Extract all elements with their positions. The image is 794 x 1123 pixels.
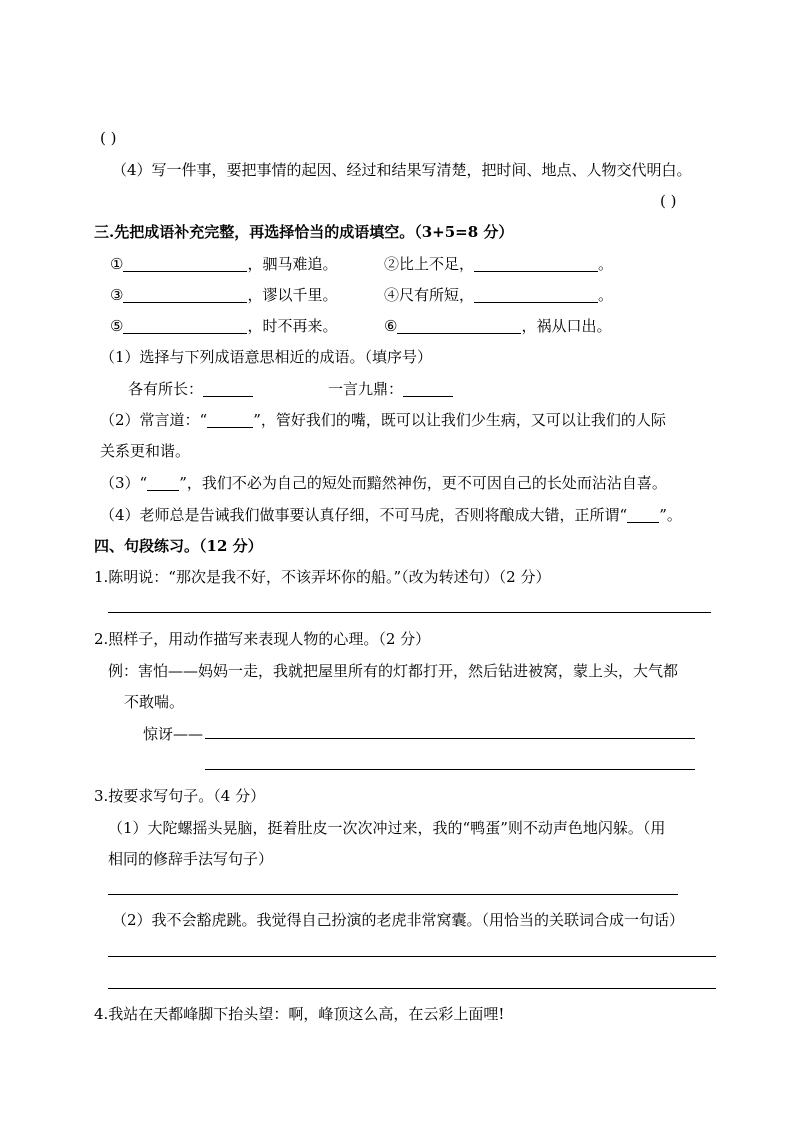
idiom-row-1	[110, 254, 337, 274]
idiom-row-2	[384, 254, 613, 274]
q4-text-b: ”。	[659, 506, 682, 524]
idiom-text: ，谬以千里。	[247, 286, 338, 304]
idiom-blank[interactable]	[123, 256, 247, 272]
judgment-item-4: （4）写一件事，要把事情的起因、经过和结果写清楚，把时间、地点、人物交代明白。	[112, 161, 692, 179]
q2-text-b: ”，管好我们的嘴，既可以让我们少生病，又可以让我们的人际	[253, 411, 666, 429]
section-3-q1: （1）选择与下列成语意思相近的成语。（填序号）	[100, 348, 433, 366]
q3-sub2: （2）我不会豁虎跳。我觉得自己扮演的老虎非常窝囊。（用恰当的关联词合成一句话）	[112, 911, 685, 929]
q1-option-b	[328, 379, 453, 399]
section-4-heading: 四、句段练习。（12 分）	[94, 537, 263, 555]
q1-label-a: 各有所长：	[128, 380, 204, 398]
section-3-q3	[100, 473, 667, 493]
idiom-text: 。	[598, 255, 614, 273]
idiom-blank[interactable]	[474, 256, 598, 272]
answer-blank[interactable]	[627, 507, 659, 523]
idiom-blank[interactable]	[474, 287, 598, 303]
answer-blank[interactable]	[203, 381, 253, 397]
q1-label-b: 一言九鼎：	[328, 380, 404, 398]
idiom-blank[interactable]	[123, 287, 247, 303]
section-4-q1: 1.陈明说：“那次是我不好，不该弄坏你的船。”（改为转述句）（2 分）	[94, 568, 551, 586]
answer-line[interactable]	[108, 612, 711, 613]
idiom-text: ，时不再来。	[247, 317, 338, 335]
example-line-2: 不敢喘。	[124, 693, 185, 711]
q3-sub1-line2: 相同的修辞手法写句子）	[108, 850, 274, 868]
idiom-prefix: ④尺有所短，	[384, 286, 475, 304]
answer-blank[interactable]	[207, 412, 253, 428]
q4-text-a: （4）老师总是告诫我们做事要认真仔细，不可马虎，否则将酿成大错，正所谓“	[100, 506, 628, 524]
idiom-blank[interactable]	[397, 318, 521, 334]
surprise-prompt: 惊讶——	[143, 725, 204, 743]
q3-text-a: （3）“	[100, 474, 148, 492]
answer-blank[interactable]	[147, 475, 179, 491]
q3-sub1-line1: （1）大陀螺摇头晃脑，挺着肚皮一次次冲过来，我的“鸭蛋”则不动声色地闪躲。（用	[108, 819, 666, 837]
idiom-number: ⑤	[110, 317, 124, 335]
section-4-q2: 2.照样子，用动作描写来表现人物的心理。（2 分）	[94, 630, 431, 648]
section-3-q4	[100, 505, 682, 525]
idiom-number: ①	[110, 255, 124, 273]
answer-paren[interactable]: ( )	[660, 192, 677, 210]
idiom-row-3	[110, 285, 337, 305]
answer-line[interactable]	[205, 769, 695, 770]
idiom-row-6	[384, 316, 611, 336]
example-line-1: 例：害怕——妈妈一走，我就把屋里所有的灯都打开，然后钻进被窝，蒙上头，大气都	[108, 662, 679, 680]
q1-option-a	[128, 379, 253, 399]
q3-text-b: ”，我们不必为自己的短处而黯然神伤，更不可因自己的长处而沾沾自喜。	[179, 474, 667, 492]
idiom-row-5	[110, 316, 337, 336]
idiom-text: 。	[598, 286, 614, 304]
answer-blank[interactable]	[403, 381, 453, 397]
section-3-heading: 三.先把成语补充完整，再选择恰当的成语填空。（3+5=8 分）	[94, 223, 514, 241]
idiom-prefix: ②比上不足，	[384, 255, 475, 273]
idiom-text: ，祸从口出。	[521, 317, 612, 335]
section-4-q3: 3.按要求写句子。（4 分）	[94, 787, 266, 805]
answer-line[interactable]	[108, 894, 678, 895]
section-4-q4: 4.我站在天都峰脚下抬头望：啊，峰顶这么高，在云彩上面哩!	[94, 1005, 505, 1023]
section-3-q2	[100, 410, 666, 430]
idiom-number: ③	[110, 286, 124, 304]
idiom-row-4	[384, 285, 613, 305]
idiom-text: ，驷马难追。	[247, 255, 338, 273]
q2-text-a: （2）常言道：“	[100, 411, 208, 429]
idiom-blank[interactable]	[123, 318, 247, 334]
idiom-number: ⑥	[384, 317, 398, 335]
answer-line[interactable]	[108, 988, 716, 989]
section-3-q2-cont: 关系更和谐。	[100, 442, 191, 460]
answer-line[interactable]	[108, 956, 716, 957]
answer-paren[interactable]: ( )	[100, 129, 117, 147]
answer-line[interactable]	[205, 738, 695, 739]
